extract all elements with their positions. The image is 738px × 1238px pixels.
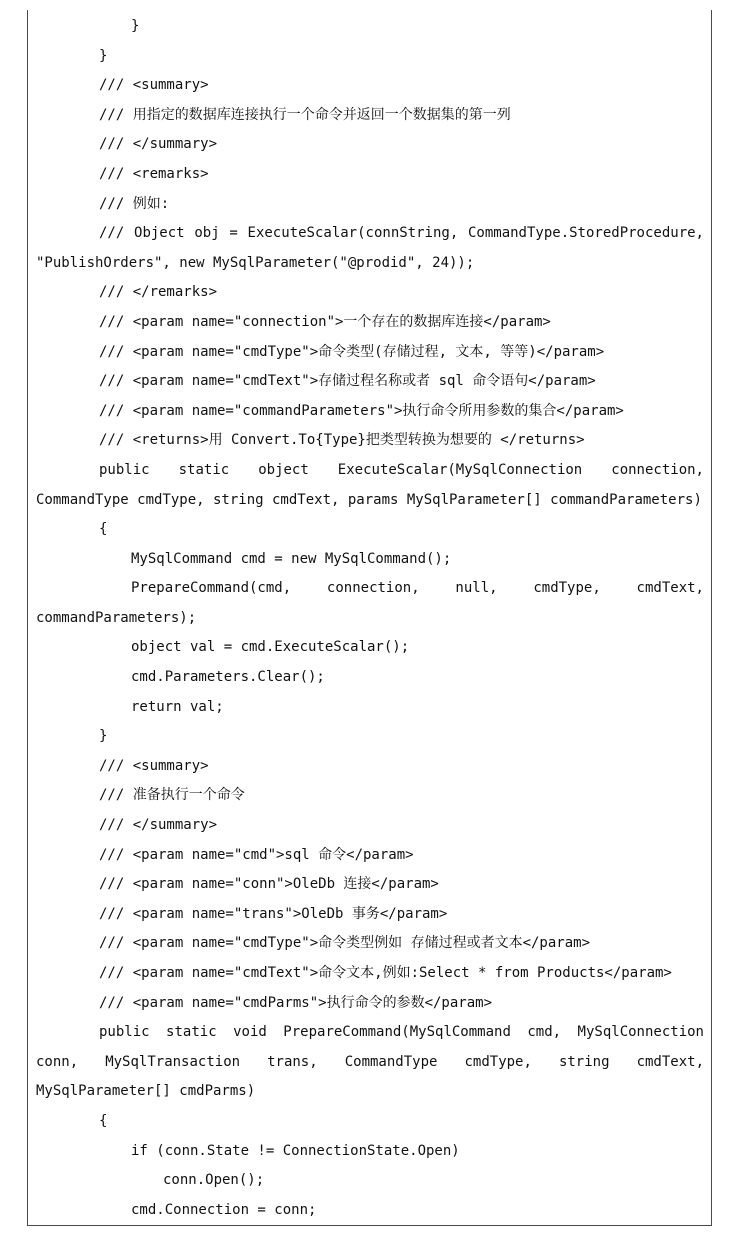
code-line: /// </summary> [99,136,218,153]
code-line: /// <param name="cmdParms">执行命令的参数</param> [99,994,493,1011]
code-line: /// <param name="conn">OleDb 连接</param> [99,876,439,893]
code-line: conn, MySqlTransaction trans, CommandType cmdType, string cmdText, [36,1053,704,1070]
code-line: commandParameters); [36,609,197,626]
code-line: /// 例如: [99,195,170,212]
code-line: if (conn.State != ConnectionState.Open) [131,1142,460,1159]
code-line: /// <param name="cmdText">命令文本,例如:Select * from Products</param> [99,965,672,981]
code-line: MySqlCommand cmd = new MySqlCommand(); [131,550,452,567]
code-line: /// 用指定的数据库连接执行一个命令并返回一个数据集的第一列 [99,106,511,123]
code-line: /// <summary> [99,77,209,94]
code-line: /// <param name="cmdType">命令类型(存储过程, 文本, 等等)</param> [99,343,605,360]
code-line: /// 准备执行一个命令 [99,787,245,804]
code-line: /// <param name="trans">OleDb 事务</param> [99,905,448,922]
code-line: /// <param name="cmd">sql 命令</param> [99,846,414,863]
code-line: object val = cmd.ExecuteScalar(); [131,639,410,656]
code-line: /// <returns>用 Convert.To{Type}把类型转换为想要的 </returns> [99,432,585,449]
code-line: /// <param name="cmdType">命令类型例如 存储过程或者文本</param> [99,935,591,952]
code-listing [36,12,704,1225]
code-line: /// <param name="cmdText">存储过程名称或者 sql 命令语句</param> [99,373,596,390]
code-line: } [99,47,108,64]
code-line: conn.Open(); [163,1172,265,1189]
code-line: /// <param name="connection">一个存在的数据库连接</param> [99,313,551,330]
code-line: /// <summary> [99,757,209,774]
code-line: public static object ExecuteScalar(MySqlConnection connection, [99,461,704,478]
code-line: { [99,521,108,538]
code-line: return val; [131,698,224,715]
code-line: /// </remarks> [99,284,218,301]
code-line: /// <param name="commandParameters">执行命令所用参数的集合</param> [99,402,624,419]
code-line: public static void PrepareCommand(MySqlCommand cmd, MySqlConnection [99,1024,704,1041]
code-line: "PublishOrders", new MySqlParameter("@prodid", 24)); [36,254,475,271]
code-line: cmd.Parameters.Clear(); [131,669,325,686]
code-line: MySqlParameter[] cmdParms) [36,1083,256,1100]
code-line: CommandType cmdType, string cmdText, params MySqlParameter[] commandParameters) [36,491,702,508]
code-line: } [99,728,108,745]
code-line: /// </summary> [99,817,218,834]
code-line: cmd.Connection = conn; [131,1201,317,1218]
code-line: } [131,18,140,34]
code-line: /// Object obj = ExecuteScalar(connString, CommandType.StoredProcedure, [99,225,704,242]
code-line: /// <remarks> [99,165,209,182]
code-line: PrepareCommand(cmd, connection, null, cmdType, cmdText, [131,580,704,597]
code-line: { [99,1112,108,1129]
document-page [27,10,712,1226]
